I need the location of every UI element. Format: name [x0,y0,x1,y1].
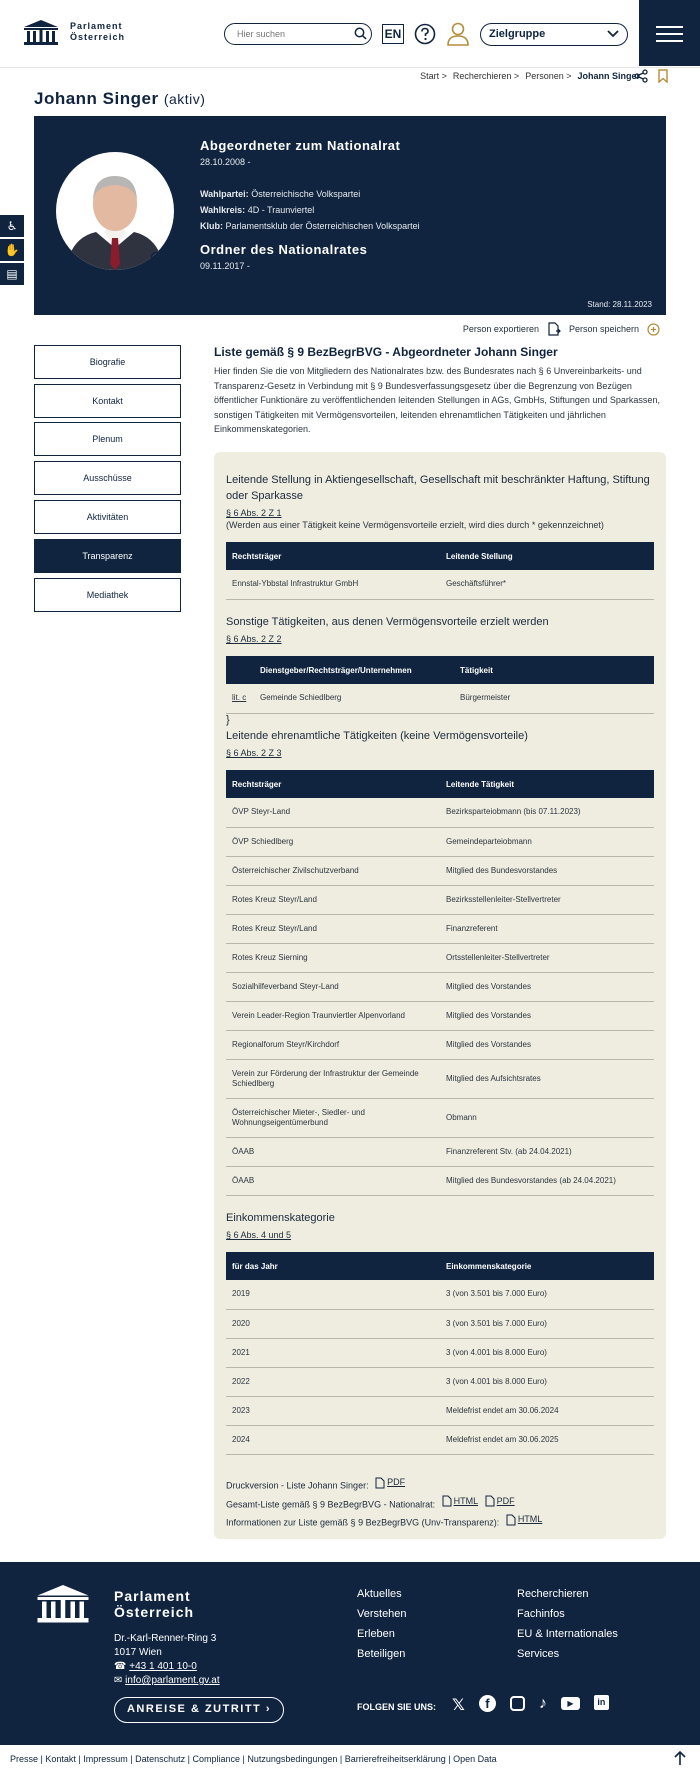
role-since: 28.10.2008 - [200,157,251,167]
table-cell: Meldefrist endet am 30.06.2024 [440,1396,654,1425]
party-label: Wahlpartei: [200,189,249,199]
bottom-link-open-data[interactable]: Open Data [453,1754,497,1764]
html-icon [506,1514,516,1526]
bottom-link-kontakt[interactable]: Kontakt [45,1754,76,1764]
parliament-building-icon [34,1582,92,1624]
column-header: Rechtsträger [226,542,440,570]
footer-link-erleben[interactable]: Erleben [357,1628,395,1640]
section-ehrenamtliche-taetigkeiten [226,728,654,1196]
breadcrumb [420,71,640,81]
table-cell: Mitglied des Vorstandes [440,1030,654,1059]
export-icon[interactable] [547,322,561,336]
stand-date: Stand: 28.11.2023 [587,300,652,309]
footer-link-beteiligen[interactable]: Beteiligen [357,1648,406,1660]
person-status: (aktiv) [163,91,206,107]
nav-biografie[interactable]: Biografie [34,345,181,379]
info-html-link[interactable] [506,1512,543,1527]
anreise-button[interactable] [114,1697,284,1723]
footer-city: 1017 Wien [114,1647,162,1658]
footer-col-2 [517,1588,618,1668]
language-button[interactable]: EN [382,24,404,44]
table-cell: 2024 [226,1425,440,1454]
table-row [226,827,654,856]
table-cell: Ortsstellenleiter-Stellvertreter [440,943,654,972]
table-row [226,1367,654,1396]
paragraph-link[interactable]: § 6 Abs. 2 Z 2 [226,634,282,644]
hamburger-icon [656,26,683,28]
search-icon[interactable] [354,27,367,40]
table-cell: 2023 [226,1396,440,1425]
party-value: Österreichische Volkspartei [251,189,361,199]
section-heading: Leitende Stellung in Aktiengesellschaft, Gesellschaft mit beschränkter Haftung, Stiftung oder Sparkasse [226,474,650,502]
table-cell: Ennstal-Ybbstal Infrastruktur GmbH [226,570,440,599]
section-einkommenskategorie [226,1210,654,1455]
table-cell: ÖVP Steyr-Land [226,798,440,827]
table-row [226,943,654,972]
logo-text [70,21,125,43]
phone-icon: ☎ [114,1661,127,1672]
breadcrumb-start[interactable]: Start > [420,71,447,81]
table-cell: Verein zur Förderung der Infrastruktur der Gemeinde Schiedlberg [226,1059,440,1098]
print-label: Druckversion - Liste Johann Singer: [226,1480,369,1491]
chevron-down-icon [607,30,619,38]
table-cell: Regionalforum Steyr/Kirchdorf [226,1030,440,1059]
pdf-label: PDF [387,1477,406,1487]
footer-link-recherchieren[interactable]: Recherchieren [517,1588,589,1600]
footer-link-fachinfos[interactable]: Fachinfos [517,1608,565,1620]
person-name: Johann Singer [34,89,159,108]
hamburger-icon-line [656,40,683,42]
table-row [226,1059,654,1098]
table-cell: 3 (von 4.001 bis 8.000 Euro) [440,1338,654,1367]
table-cell: Verein Leader-Region Traunviertler Alpenvorland [226,1001,440,1030]
anreise-label: ANREISE & ZUTRITT [126,1703,262,1715]
table-cell: Obmann [440,1098,654,1137]
table-cell: Rotes Kreuz Steyr/Land [226,914,440,943]
breadcrumb-current: Johann Singer [577,71,640,81]
table-cell: Rotes Kreuz Steyr/Land [226,885,440,914]
total-pdf-link[interactable] [485,1494,515,1509]
table-cell: ÖAAB [226,1137,440,1166]
table-row [226,914,654,943]
print-pdf-link[interactable] [375,1475,405,1490]
footer-logo-line-2: Österreich [114,1604,195,1620]
pdf-icon [485,1495,495,1507]
footer-bottom-bar: Presse | Kontakt | Impressum | Datenschutz | Compliance | Nutzungsbedingungen | Barrierefreiheitserklärung | Open Data [0,1745,700,1773]
linkedin-icon[interactable]: in [594,1695,609,1710]
section-note: (Werden aus einer Tätigkeit keine Vermögensvorteile erzielt, wird dies durch * gekennzeichnet) [226,520,604,530]
table-einkommenskategorie [226,1252,654,1455]
menu-button[interactable] [639,0,700,66]
paragraph-link[interactable]: § 6 Abs. 2 Z 1 [226,508,282,518]
column-header: Dienstgeber/Rechtsträger/Unternehmen [254,656,454,684]
breadcrumb-personen[interactable]: Personen > [525,71,572,81]
table-row [226,1030,654,1059]
club-label: Klub: [200,221,223,231]
instagram-icon[interactable] [510,1696,525,1711]
club-value: Parlamentsklub der Österreichischen Volkspartei [225,221,420,231]
table-cell: Geschäftsführer* [440,570,654,599]
facebook-icon[interactable]: f [479,1695,496,1712]
table-row [226,1396,654,1425]
easy-language-icon[interactable]: ▤ [0,263,24,285]
table-row [226,1309,654,1338]
nav-transparenz[interactable]: Transparenz [34,539,181,573]
table-cell: Mitglied des Aufsichtsrates [440,1059,654,1098]
role2-since: 09.11.2017 - [200,261,250,271]
logo-line-2: Österreich [70,32,126,42]
bottom-link-presse[interactable]: Presse [10,1754,39,1764]
pdf-label: PDF [496,1495,515,1506]
footer-link-aktuelles[interactable]: Aktuelles [357,1588,402,1600]
table-row [226,1137,654,1166]
district-label: Wahlkreis: [200,205,246,215]
table-row [226,1098,654,1137]
logo-line-1: Parlament [70,21,123,31]
breadcrumb-recherchieren[interactable]: Recherchieren > [452,71,520,81]
zoom-in-icon[interactable] [150,251,164,265]
footer-phone[interactable]: +43 1 401 10-0 [129,1661,197,1672]
table-cell: 2020 [226,1309,440,1338]
paragraph-link[interactable]: § 6 Abs. 4 und 5 [226,1230,292,1240]
table-row [226,570,654,599]
footer-street: Dr.-Karl-Renner-Ring 3 [114,1633,217,1644]
nav-kontakt[interactable]: Kontakt [34,384,181,418]
table-cell: 2022 [226,1367,440,1396]
table-cell: Österreichischer Zivilschutzverband [226,856,440,885]
bottom-link-impressum[interactable]: Impressum [83,1754,128,1764]
table-cell: Österreichischer Mieter-, Siedler- und Wohnungseigentümerbund [226,1098,440,1137]
nav-aktivitaeten[interactable]: Aktivitäten [34,500,181,534]
person-actions [463,322,660,336]
info-label: Informationen zur Liste gemäß § 9 BezBegrBVG (Unv-Transparenz): [226,1517,500,1528]
footer-col-1 [357,1588,407,1668]
table-cell: Finanzreferent Stv. (ab 24.04.2021) [440,1137,654,1166]
table-cell: Mitglied des Bundesvorstandes [440,856,654,885]
table-row [226,684,654,713]
html-label: HTML [453,1495,479,1506]
table-cell: Finanzreferent [440,914,654,943]
table-row [226,1280,654,1309]
parliament-building-icon [22,18,60,46]
nav-mediathek[interactable]: Mediathek [34,578,181,612]
table-row [226,1001,654,1030]
table-row [226,798,654,827]
accessibility-icon[interactable]: ♿ [0,215,24,237]
add-circle-icon[interactable] [647,323,660,336]
content-title: Liste gemäß § 9 BezBegrBVG - Abgeordneter Johann Singer [214,345,558,359]
follow-label: FOLGEN SIE UNS: [357,1702,437,1712]
table-row [226,1338,654,1367]
table-ehrenamtliche-taetigkeiten [226,770,654,1196]
audience-select-value: Zielgruppe [489,28,546,40]
table-row [226,856,654,885]
site-footer [0,1562,700,1745]
column-header: für das Jahr [226,1252,440,1280]
nav-ausschuesse[interactable]: Ausschüsse [34,461,181,495]
footer-link-services[interactable]: Services [517,1648,560,1660]
table-cell: Mitglied des Bundesvorstandes (ab 24.04.2021) [440,1166,654,1195]
export-person-link[interactable]: Person exportieren [462,324,539,334]
table-cell: Bezirksstellenleiter-Stellvertreter [440,885,654,914]
table-row [226,885,654,914]
role-title: Abgeordneter zum Nationalrat [200,138,401,153]
content-intro: Hier finden Sie die von Mitgliedern des Nationalrates bzw. des Bundesrates nach § 6 Unvereinbarkeits- und Transparenz-Gesetz in Verbindung mit § 9 Bundesverfassungsgesetz über die Begrenzung von Bezügen öffentlicher Funktionäre zu veröffentlichenden leitenden Stellungen in AGs, GmbHs, Stiftungen und Sparkassen, sonstigen Tätigkeiten mit Vermögensvorteilen, leitenden ehrenamtlichen Tätigkeiten und jährlichen Einkommenskategorien. [214,366,660,434]
column-header: Einkommenskategorie [440,1252,654,1280]
district-value: 4D - Traunviertel [247,205,315,215]
footer-email[interactable]: info@parlament.gv.at [125,1675,220,1686]
section-heading: Einkommenskategorie [226,1212,335,1224]
table-cell: 3 (von 4.001 bis 8.000 Euro) [440,1367,654,1396]
save-person-link[interactable]: Person speichern [568,324,639,334]
table-cell: Gemeinde Schiedlberg [254,684,454,713]
help-icon[interactable] [414,23,436,45]
html-label: HTML [517,1514,543,1524]
paragraph-link[interactable]: § 6 Abs. 2 Z 3 [226,748,282,758]
mail-icon: ✉ [114,1675,123,1686]
parliament-logo[interactable] [22,18,125,46]
column-header: Rechtsträger [226,770,440,798]
download-links [226,1475,542,1531]
table-cell: Bezirksparteiobmann (bis 07.11.2023) [440,798,654,827]
sign-language-icon[interactable]: ✋ [0,239,24,261]
total-html-link[interactable] [442,1494,479,1509]
chevron-right-icon: › [265,1703,271,1715]
total-list-label: Gesamt-Liste gemäß § 9 BezBegrBVG - Nationalrat: [226,1499,436,1509]
table-cell: 2019 [226,1280,440,1309]
x-icon[interactable]: 𝕏 [452,1697,465,1714]
table-cell: Rotes Kreuz Sierning [226,943,440,972]
footer-link-verstehen[interactable]: Verstehen [357,1608,407,1620]
arrow-up-icon[interactable] [674,1750,686,1766]
bottom-link-datenschutz[interactable]: Datenschutz [135,1754,186,1764]
bottom-link-barrierefreiheit[interactable]: Barrierefreiheitserklärung [344,1754,446,1764]
nav-plenum[interactable]: Plenum [34,422,181,456]
share-icon[interactable] [634,69,648,83]
bottom-link-nutzungsbedingungen[interactable]: Nutzungsbedingungen [247,1754,338,1764]
youtube-icon[interactable]: ▶ [561,1697,580,1710]
column-header: Leitende Tätigkeit [440,770,654,798]
bottom-link-compliance[interactable]: Compliance [192,1754,240,1764]
accessibility-toolbar [0,215,24,287]
table-row [226,1425,654,1454]
role2-title: Ordner des Nationalrates [200,242,368,257]
hamburger-icon-line [656,33,683,35]
table-cell: Bürgermeister [454,684,654,713]
column-header: Tätigkeit [454,656,654,684]
pdf-icon [375,1477,385,1489]
table-sonstige-taetigkeiten [226,656,654,714]
table-cell: ÖAAB [226,1166,440,1195]
section-heading: Sonstige Tätigkeiten, aus denen Vermögensvorteile erzielt werden [226,616,549,628]
table-cell: Gemeindeparteiobmann [440,827,654,856]
audience-select[interactable] [480,23,628,46]
column-header: Leitende Stellung [440,542,654,570]
table-cell: Mitglied des Vorstandes [440,1001,654,1030]
footer-logo-line-1: Parlament [114,1588,191,1604]
table-cell: 3 (von 3.501 bis 7.000 Euro) [440,1309,654,1338]
section-sonstige-taetigkeiten: Sonstige Tätigkeiten, aus denen Vermögensvorteile erzielt werden § 6 Abs. 2 Z 2 Dienstgeber/Rechtsträger/Unternehmen Tätigkeit lit. c Gemeinde Schiedlberg Bürgermeister } [226,614,654,726]
table-row [226,1166,654,1195]
table-leitende-stellung [226,542,654,600]
search-input[interactable] [224,23,372,45]
table-cell: Mitglied des Vorstandes [440,972,654,1001]
tiktok-icon[interactable]: ♪ [538,1695,547,1712]
table-row [226,972,654,1001]
person-hero [34,116,666,315]
section-leitende-stellung [226,472,654,600]
table-cell: ÖVP Schiedlberg [226,827,440,856]
user-icon[interactable] [446,21,470,47]
footer-link-eu[interactable]: EU & Internationales [517,1628,618,1640]
table-cell: 2021 [226,1338,440,1367]
html-icon [442,1495,452,1507]
bookmark-icon[interactable] [657,69,669,83]
lit-link[interactable]: lit. c [226,684,254,713]
table-cell: Meldefrist endet am 30.06.2025 [440,1425,654,1454]
page-title [34,89,205,109]
table-cell: 3 (von 3.501 bis 7.000 Euro) [440,1280,654,1309]
section-heading: Leitende ehrenamtliche Tätigkeiten (keine Vermögensvorteile) [226,730,528,742]
transparency-panel [214,452,666,1539]
table-cell: Sozialhilfeverband Steyr-Land [226,972,440,1001]
site-header [0,0,700,68]
